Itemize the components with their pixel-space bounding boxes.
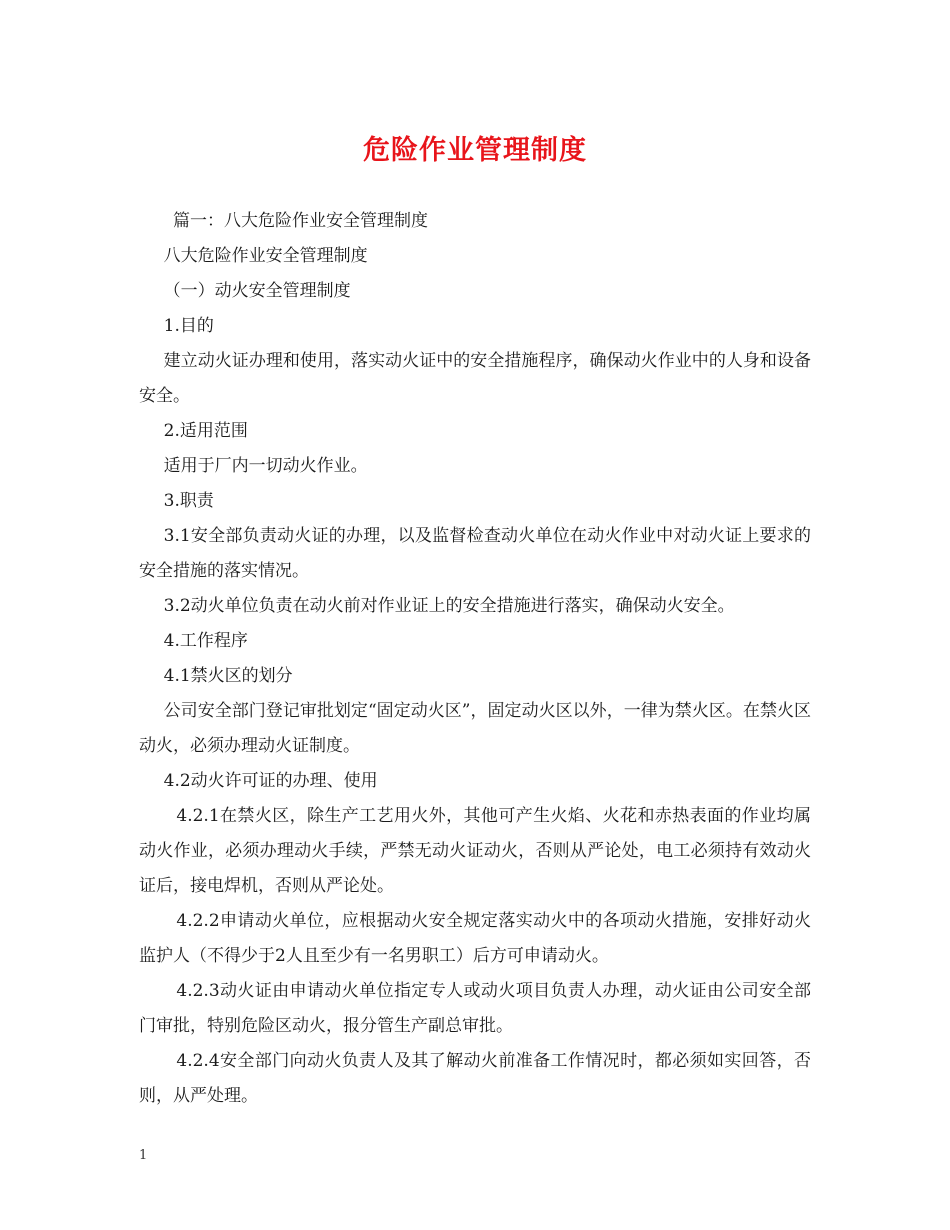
paragraph: 4.2.3动火证由申请动火单位指定专人或动火项目负责人办理，动火证由公司安全部门审批，特别危险区动火，报分管生产副总审批。	[139, 981, 811, 1036]
paragraph: 1.目的	[163, 316, 214, 336]
paragraph: （一）动火安全管理制度	[163, 281, 351, 301]
paragraph: 4.工作程序	[163, 631, 248, 651]
paragraph: 公司安全部门登记审批划定“固定动火区”，固定动火区以外，一律为禁火区。在禁火区动火，必须办理动火证制度。	[139, 701, 811, 756]
paragraph: 4.2.4安全部门向动火负责人及其了解动火前准备工作情况时，都必须如实回答，否则，从严处理。	[139, 1051, 811, 1106]
document-title: 危险作业管理制度	[363, 135, 587, 166]
paragraph: 4.2动火许可证的办理、使用	[163, 771, 378, 791]
paragraph: 3.2动火单位负责在动火前对作业证上的安全措施进行落实，确保动火安全。	[163, 596, 735, 616]
paragraph: 4.2.1在禁火区，除生产工艺用火外，其他可产生火焰、火花和赤热表面的作业均属动火作业，必须办理动火手续，严禁无动火证动火，否则从严论处，电工必须持有效动火证后，接电焊机，否则从严论处。	[139, 806, 811, 896]
paragraph: 适用于厂内一切动火作业。	[163, 456, 368, 476]
paragraph: 4.2.2申请动火单位，应根据动火安全规定落实动火中的各项动火措施，安排好动火监护人（不得少于2人且至少有一名男职工）后方可申请动火。	[139, 911, 811, 966]
document-body	[139, 204, 811, 1114]
paragraph: 3.1安全部负责动火证的办理，以及监督检查动火单位在动火作业中对动火证上要求的安全措施的落实情况。	[139, 526, 811, 581]
paragraph: 建立动火证办理和使用，落实动火证中的安全措施程序，确保动火作业中的人身和设备安全。	[139, 351, 811, 406]
paragraph: 2.适用范围	[163, 421, 248, 441]
paragraph: 八大危险作业安全管理制度	[163, 246, 368, 266]
paragraph: 3.职责	[163, 491, 214, 511]
paragraph: 篇一：八大危险作业安全管理制度	[173, 211, 428, 231]
page-number: 1	[139, 1148, 148, 1163]
paragraph: 4.1禁火区的划分	[163, 666, 293, 686]
